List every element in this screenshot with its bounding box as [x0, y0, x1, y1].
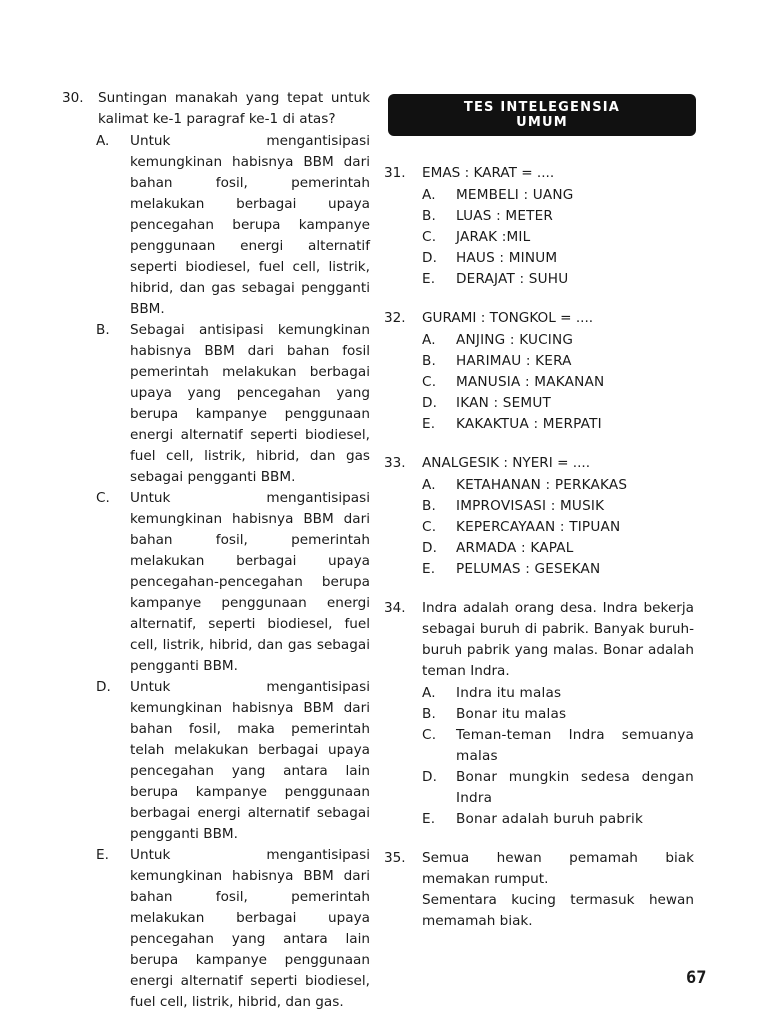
question-text: Suntingan manakah yang tepat untuk kalimat ke-1 paragraf ke-1 di atas?	[98, 90, 370, 127]
option-text: Bonar adalah buruh pabrik	[456, 811, 644, 827]
option-c[interactable]	[422, 725, 694, 767]
option-e[interactable]	[422, 809, 694, 830]
option-letter: D.	[422, 540, 438, 556]
option-letter: B.	[422, 208, 437, 224]
option-text: Bonar mungkin sedesa dengan Indra	[456, 769, 694, 806]
question-31	[384, 163, 694, 290]
option-list	[422, 330, 694, 435]
option-e[interactable]	[98, 845, 370, 1013]
option-letter: C.	[422, 519, 437, 535]
option-text: MANUSIA : MAKANAN	[456, 374, 605, 390]
question-number: 31.	[384, 165, 406, 181]
option-text: Untuk mengantisipasi kemungkinan habisnya BBM dari bahan fosil, pemerintah melakukan berbagai upaya pencegahan berupa kampanye penggunaan energi alternatif seperti biodiesel, fuel cell, listrik, hibrid, dan gas sebagai pengganti BBM.	[130, 133, 370, 317]
question-33	[384, 453, 694, 580]
option-a[interactable]	[422, 683, 694, 704]
option-a[interactable]	[422, 330, 694, 351]
option-a[interactable]	[422, 475, 694, 496]
option-list	[98, 131, 370, 1013]
option-text: Bonar itu malas	[456, 706, 567, 722]
option-letter: B.	[96, 322, 110, 338]
option-text: Untuk mengantisipasi kemungkinan habisnya BBM dari bahan fosil, pemerintah melakukan berbagai upaya pencegahan yang antara lain berupa kampanye penggunaan energi alternatif seperti biodiesel, fuel cell, listrik, hibrid, dan gas.	[130, 847, 370, 1010]
option-b[interactable]	[98, 320, 370, 488]
question-text: Indra adalah orang desa. Indra bekerja sebagai buruh di pabrik. Banyak buruh-buruh pabrik yang malas. Bonar adalah teman Indra.	[422, 600, 694, 679]
option-a[interactable]	[422, 185, 694, 206]
option-c[interactable]	[422, 517, 694, 538]
option-letter: D.	[422, 250, 438, 266]
option-list	[422, 683, 694, 830]
question-text: ANALGESIK : NYERI = ....	[422, 455, 591, 471]
option-letter: E.	[422, 416, 436, 432]
question-number: 35.	[384, 850, 406, 866]
option-letter: B.	[422, 353, 437, 369]
option-letter: A.	[96, 133, 110, 149]
option-letter: A.	[422, 332, 436, 348]
option-d[interactable]	[422, 767, 694, 809]
question-34	[384, 598, 694, 830]
option-b[interactable]	[422, 351, 694, 372]
option-text: MEMBELI : UANG	[456, 187, 574, 203]
option-letter: A.	[422, 685, 436, 701]
option-d[interactable]	[422, 248, 694, 269]
option-e[interactable]	[422, 559, 694, 580]
question-text: GURAMI : TONGKOL = ....	[422, 310, 594, 326]
option-d[interactable]	[422, 538, 694, 559]
option-text: IMPROVISASI : MUSIK	[456, 498, 605, 514]
question-35	[384, 848, 694, 932]
option-b[interactable]	[422, 496, 694, 517]
question-text: EMAS : KARAT = ....	[422, 165, 555, 181]
option-text: Untuk mengantisipasi kemungkinan habisnya BBM dari bahan fosil, pemerintah melakukan berbagai upaya pencegahan-pencegahan berupa kampanye penggunaan energi alternatif, seperti biodiesel, fuel cell, listrik, hibrid, dan gas sebagai pengganti BBM.	[130, 490, 370, 674]
option-letter: B.	[422, 498, 437, 514]
option-text: JARAK :MIL	[456, 229, 531, 245]
option-letter: D.	[422, 395, 438, 411]
option-letter: E.	[422, 561, 436, 577]
option-letter: D.	[96, 679, 111, 695]
question-32	[384, 308, 694, 435]
option-letter: C.	[96, 490, 110, 506]
option-text: KAKAKTUA : MERPATI	[456, 416, 602, 432]
question-number: 30.	[62, 90, 84, 106]
banner-line-1: TES INTELEGENSIA	[463, 100, 621, 115]
section-banner	[388, 94, 696, 136]
option-text: Indra itu malas	[456, 685, 562, 701]
option-text: DERAJAT : SUHU	[456, 271, 569, 287]
question-text-2: Sementara kucing termasuk hewan memamah biak.	[422, 892, 694, 929]
question-number: 33.	[384, 455, 406, 471]
option-b[interactable]	[422, 206, 694, 227]
option-letter: B.	[422, 706, 437, 722]
question-number: 34.	[384, 600, 406, 616]
option-text: PELUMAS : GESEKAN	[456, 561, 601, 577]
option-text: Untuk mengantisipasi kemungkinan habisnya BBM dari bahan fosil, maka pemerintah telah melakukan berbagai upaya pencegahan yang antara lain berupa kampanye penggunaan berbagai energi alternatif sebagai pengganti BBM.	[130, 679, 370, 842]
option-letter: C.	[422, 727, 437, 743]
option-letter: D.	[422, 769, 438, 785]
option-text: KEPERCAYAAN : TIPUAN	[456, 519, 621, 535]
option-text: KETAHANAN : PERKAKAS	[456, 477, 628, 493]
option-letter: E.	[422, 811, 436, 827]
option-a[interactable]	[98, 131, 370, 320]
option-text: Teman-teman Indra semuanya malas	[456, 727, 694, 764]
option-b[interactable]	[422, 704, 694, 725]
option-letter: E.	[422, 271, 436, 287]
option-text: LUAS : METER	[456, 208, 554, 224]
option-e[interactable]	[422, 414, 694, 435]
option-letter: C.	[422, 374, 437, 390]
option-letter: C.	[422, 229, 437, 245]
option-e[interactable]	[422, 269, 694, 290]
question-30	[62, 88, 370, 1013]
option-d[interactable]	[422, 393, 694, 414]
option-d[interactable]	[98, 677, 370, 845]
option-letter: A.	[422, 477, 436, 493]
option-text: IKAN : SEMUT	[456, 395, 551, 411]
option-text: Sebagai antisipasi kemungkinan habisnya BBM dari bahan fosil pemerintah melakukan berbagai upaya yang pencegahan yang berupa kampanye penggunaan energi alternatif seperti biodiesel, fuel cell, listrik, hibrid, dan gas sebagai pengganti BBM.	[130, 322, 370, 485]
option-letter: A.	[422, 187, 436, 203]
option-letter: E.	[96, 847, 109, 863]
option-c[interactable]	[98, 488, 370, 677]
option-text: ANJING : KUCING	[456, 332, 574, 348]
question-number: 32.	[384, 310, 406, 326]
option-list	[422, 185, 694, 290]
option-text: HARIMAU : KERA	[456, 353, 572, 369]
option-list	[422, 475, 694, 580]
option-c[interactable]	[422, 372, 694, 393]
left-column	[62, 88, 370, 1013]
option-c[interactable]	[422, 227, 694, 248]
banner-line-2: UMUM	[516, 115, 568, 130]
option-text: ARMADA : KAPAL	[456, 540, 574, 556]
question-text: Semua hewan pemamah biak memakan rumput.	[422, 850, 694, 887]
right-column	[384, 163, 694, 950]
option-text: HAUS : MINUM	[456, 250, 558, 266]
page-number: 67	[686, 968, 707, 988]
